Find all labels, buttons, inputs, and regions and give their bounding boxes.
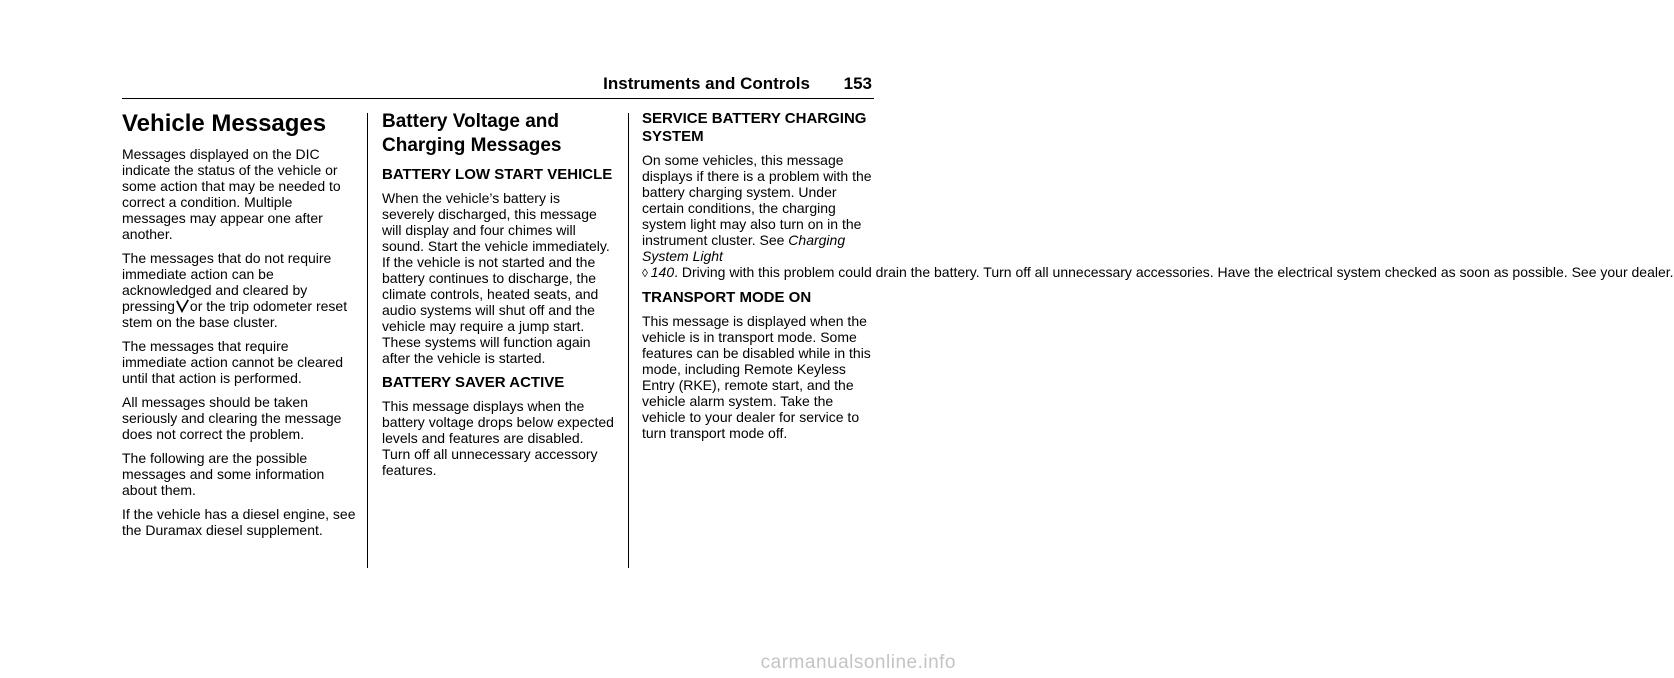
vehicle-messages-paragraph-1: Messages displayed on the DIC indicate the status of the vehicle or some action that may be needed to correct a condition. Multiple messages may appear one after another.	[122, 146, 341, 242]
page-number: 153	[843, 74, 872, 93]
service-text-before-link: On some vehicles, this message displays if there is a problem with the battery charging system. Under certain conditions, the charging system light may also turn on in the instrument cluster. See	[642, 152, 872, 248]
section-title: Instruments and Controls	[603, 74, 810, 93]
vehicle-messages-paragraph-6: If the vehicle has a diesel engine, see the Duramax diesel supplement.	[122, 506, 356, 538]
battery-saver-text: This message displays when the battery voltage drops below expected levels and features are disabled. Turn off all unnecessary accessory features.	[382, 398, 614, 478]
battery-saver-heading: BATTERY SAVER ACTIVE	[382, 374, 565, 391]
vehicle-messages-heading: Vehicle Messages	[122, 110, 327, 137]
column-divider-2	[628, 113, 629, 568]
watermark: carmanualsonline.info	[760, 652, 956, 673]
service-text-after-link: . Driving with this problem could drain the battery. Turn off all unnecessary accessories. Have the electrical system checked as soon as possible. See your dealer.	[674, 264, 1674, 280]
column-divider-1	[367, 113, 368, 568]
vehicle-messages-paragraph-2	[122, 250, 356, 330]
transport-mode-heading: TRANSPORT MODE ON	[642, 289, 812, 306]
page-header	[122, 70, 874, 99]
service-battery-heading: SERVICE BATTERY CHARGING SYSTEM	[642, 110, 867, 145]
battery-heading: Battery Voltage and Charging Messages	[382, 111, 562, 156]
vehicle-messages-paragraph-4: All messages should be taken seriously and clearing the message does not correct the problem.	[122, 394, 342, 442]
service-battery-text	[642, 152, 1674, 281]
vehicle-messages-paragraph-5: The following are the possible messages and some information about them.	[122, 450, 325, 498]
charging-system-light-link[interactable]: Charging System Light	[642, 232, 846, 264]
column-2	[382, 110, 614, 486]
column-1	[122, 110, 356, 546]
column-3	[642, 110, 1674, 449]
checkmark-icon	[175, 298, 190, 313]
battery-low-start-heading: BATTERY LOW START VEHICLE	[382, 166, 613, 183]
page-reference-icon: ◊	[642, 266, 648, 280]
battery-low-start-text: When the vehicle’s battery is severely discharged, this message will display and four chimes will sound. Start the vehicle immediately. If the vehicle is not started and the battery continues to discharge, the climate controls, heated seats, and audio systems will shut off and the vehicle may require a jump start. These systems will function again after the vehicle is started.	[382, 190, 610, 366]
vehicle-messages-paragraph-3: The messages that require immediate action cannot be cleared until that action is performed.	[122, 338, 344, 386]
transport-mode-text: This message is displayed when the vehicle is in transport mode. Some features can be disabled while in this mode, including Remote Keyless Entry (RKE), remote start, and the vehicle alarm system. Take the vehicle to your dealer for service to turn transport mode off.	[642, 313, 871, 441]
page-reference-number[interactable]: 140	[650, 264, 675, 280]
p2-text-after-icon: or the trip odometer reset stem on the base cluster.	[122, 298, 348, 330]
p2-text-before-icon: The messages that do not require immediate action can be acknowledged and cleared by pressing	[122, 250, 332, 314]
